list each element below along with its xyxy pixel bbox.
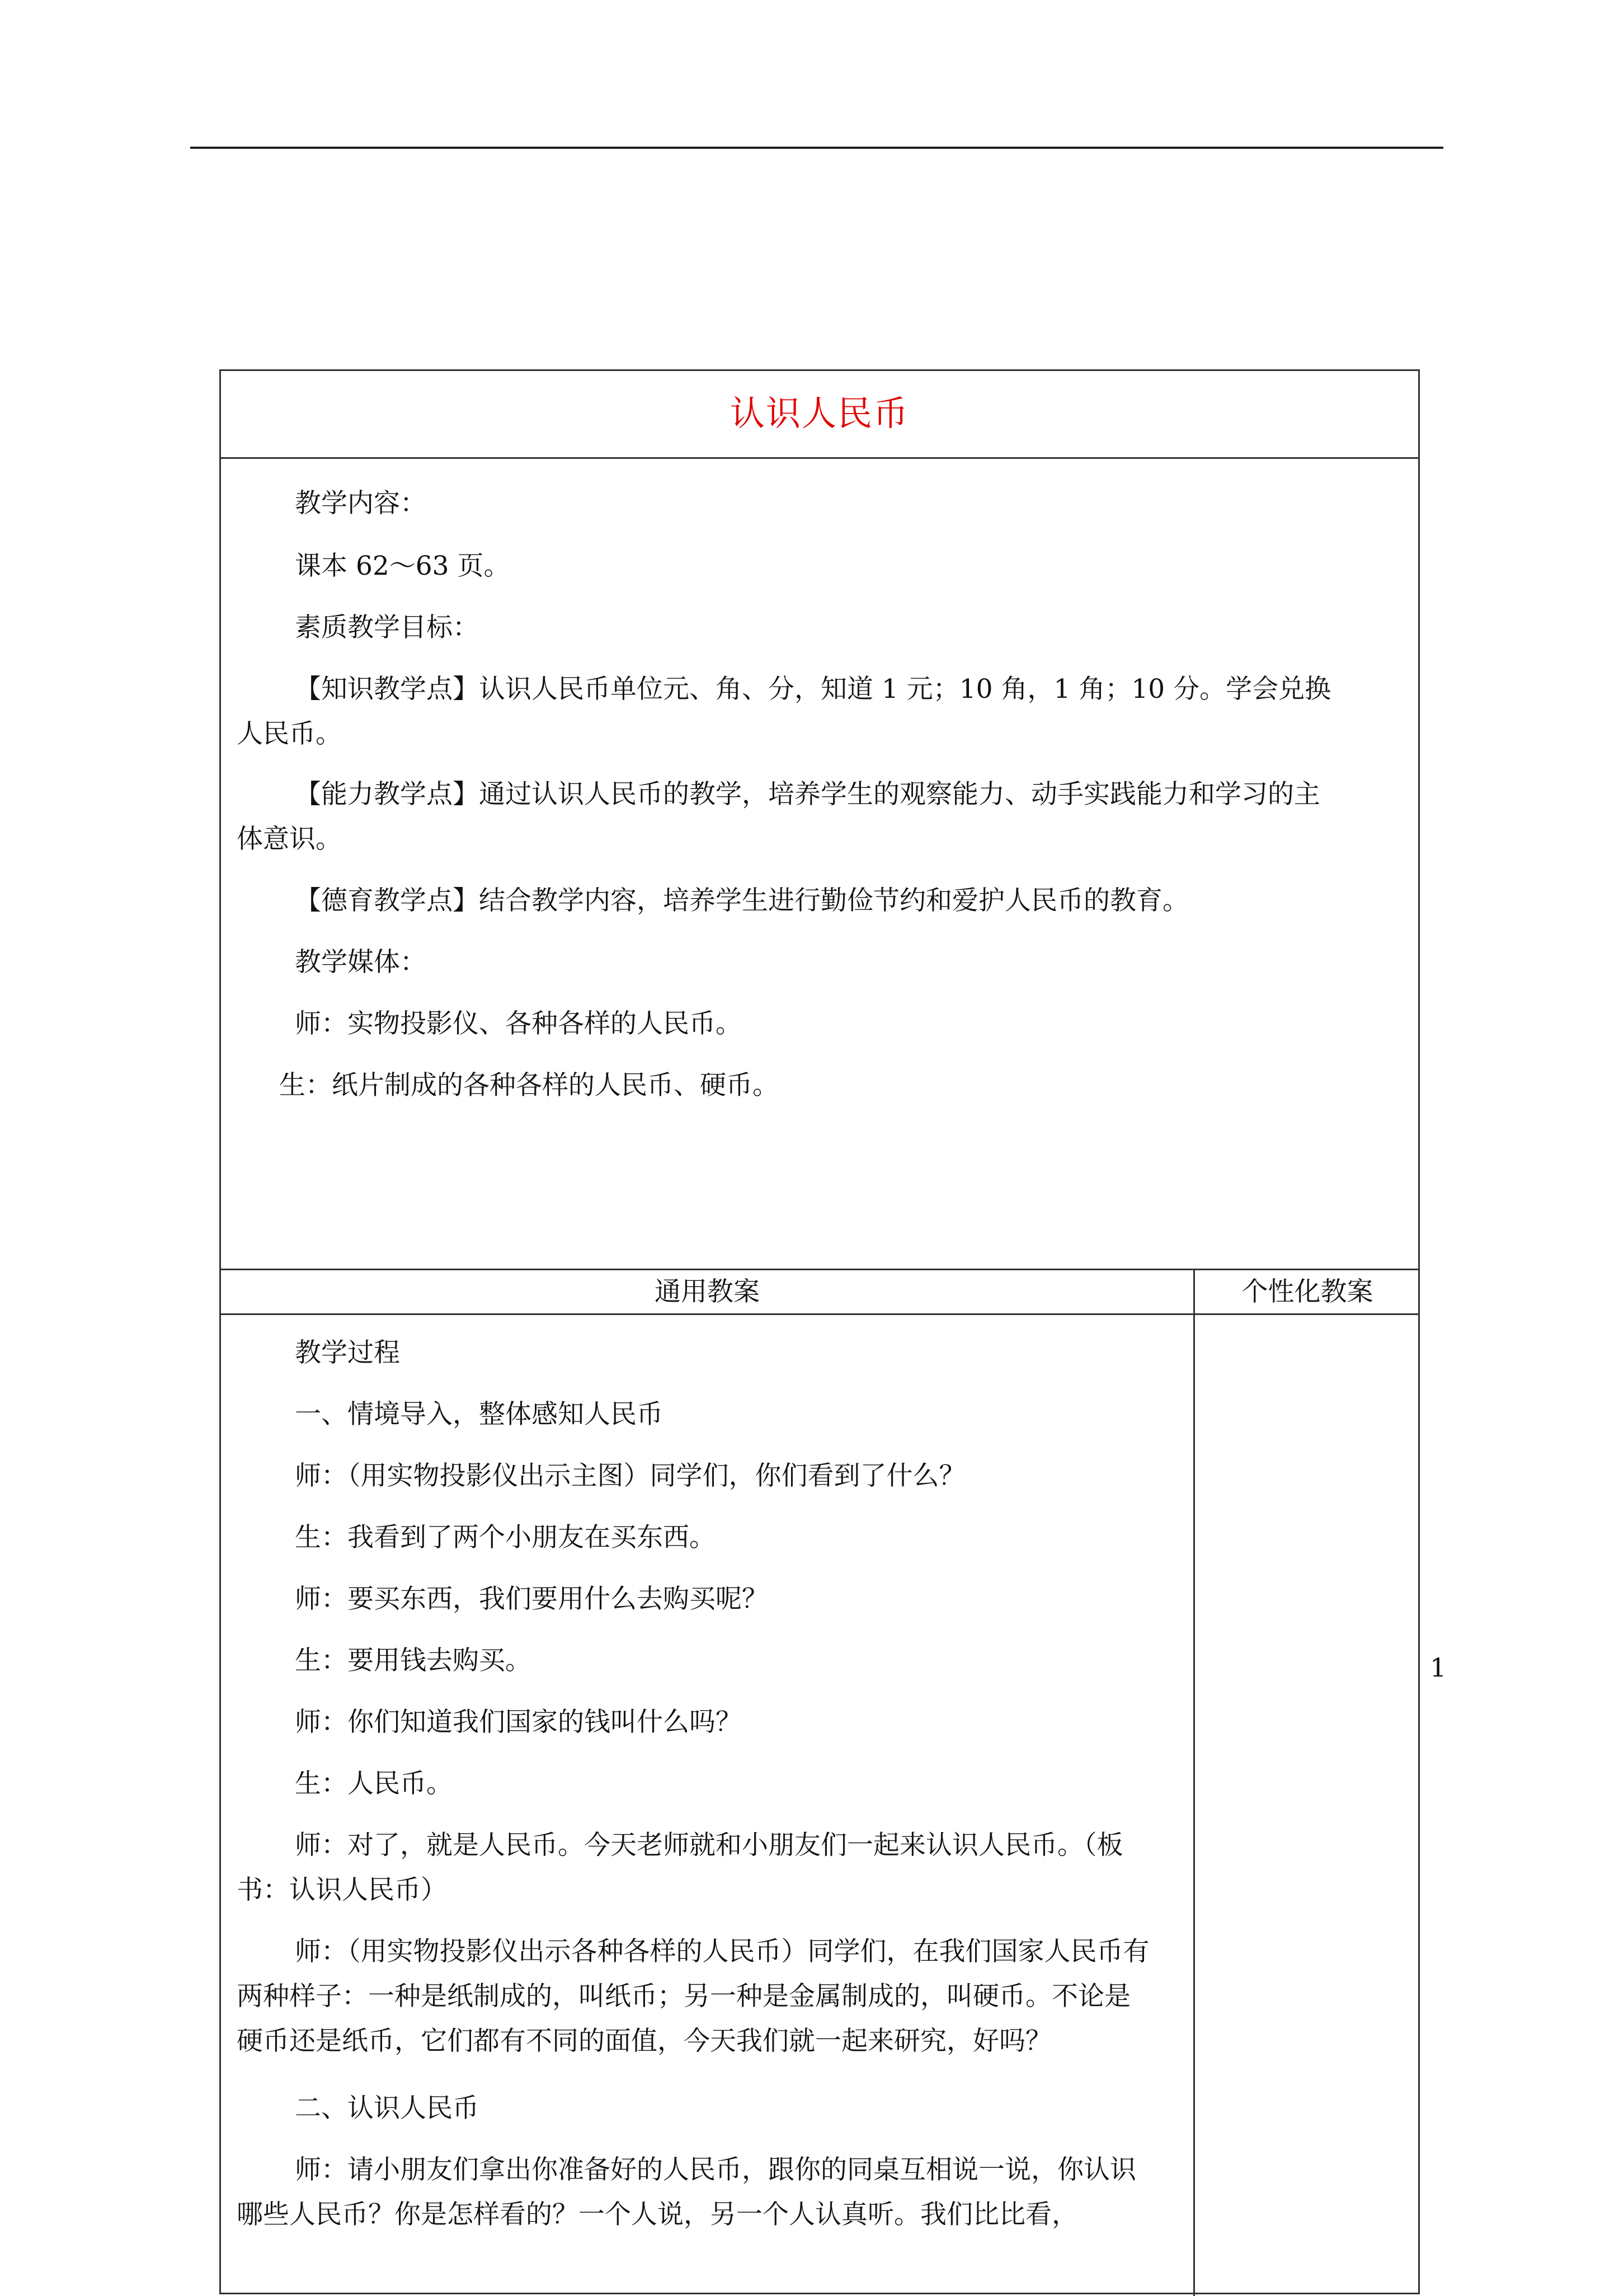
- content-heading: 教学内容：: [295, 488, 426, 519]
- title-row: [221, 371, 1418, 459]
- student-media: 生：纸片制成的各种各样的人民币、硬币。: [279, 1070, 779, 1101]
- page-title: 认识人民币: [730, 393, 909, 434]
- dialogue-line: 师：要买东西，我们要用什么去购买呢？: [295, 1584, 768, 1614]
- media-heading: 教学媒体：: [295, 947, 426, 978]
- goals-heading: 素质教学目标：: [295, 612, 479, 643]
- dialogue-line: 生：人民币。: [295, 1768, 453, 1799]
- process-heading: 教学过程: [295, 1337, 400, 1368]
- dialogue-line: 生：要用钱去购买。: [295, 1645, 531, 1676]
- personalized-plan-header: 个性化教案: [1241, 1276, 1373, 1307]
- dialogue-line: 师：（用实物投影仪出示主图）同学们，你们看到了什么？: [295, 1461, 966, 1491]
- section-1-heading: 一、情境导入，整体感知人民币: [295, 1399, 663, 1430]
- header-rule: [190, 147, 1443, 149]
- dialogue-line: 师：你们知道我们国家的钱叫什么吗？: [295, 1707, 742, 1738]
- content-text: 课本 62～63 页。: [295, 551, 510, 581]
- section-2-heading: 二、认识人民币: [295, 2093, 479, 2124]
- page-number: 1: [1430, 1652, 1447, 1683]
- column-divider: [1193, 1270, 1195, 2296]
- objectives-cell: [221, 459, 1418, 1270]
- ability-point: 【能力教学点】通过认识人民币的教学，培养学生的观察能力、动手实践能力和学习的主体意识。: [237, 779, 1320, 854]
- dialogue-line: 师：（用实物投影仪出示各种各样的人民币）同学们，在我们国家人民币有两种样子：一种是纸制成的，叫纸币；另一种是金属制成的，叫硬币。不论是硬币还是纸币，它们都有不同的面值，今天我们就一起来研究，好吗？: [237, 1936, 1150, 2056]
- teacher-media: 师：实物投影仪、各种各样的人民币。: [295, 1008, 742, 1039]
- dialogue-line: 生：我看到了两个小朋友在买东西。: [295, 1522, 716, 1553]
- column-header-row: [221, 1270, 1418, 1315]
- moral-point: 【德育教学点】结合教学内容，培养学生进行勤俭节约和爱护人民币的教育。: [295, 885, 1189, 916]
- lesson-plan-table: [219, 369, 1420, 2294]
- dialogue-line: 师：对了，就是人民币。今天老师就和小朋友们一起来认识人民币。（板书：认识人民币）: [237, 1830, 1123, 1905]
- teaching-process-cell: [221, 1315, 1193, 2296]
- dialogue-line: 师：请小朋友们拿出你准备好的人民币，跟你的同桌互相说一说，你认识哪些人民币？你是怎样看的？一个人说，另一个人认真听。我们比比看，: [237, 2154, 1136, 2230]
- general-plan-header: 通用教案: [655, 1276, 760, 1307]
- knowledge-point: 【知识教学点】认识人民币单位元、角、分，知道 1 元；10 角，1 角；10 分。学会兑换人民币。: [237, 674, 1331, 749]
